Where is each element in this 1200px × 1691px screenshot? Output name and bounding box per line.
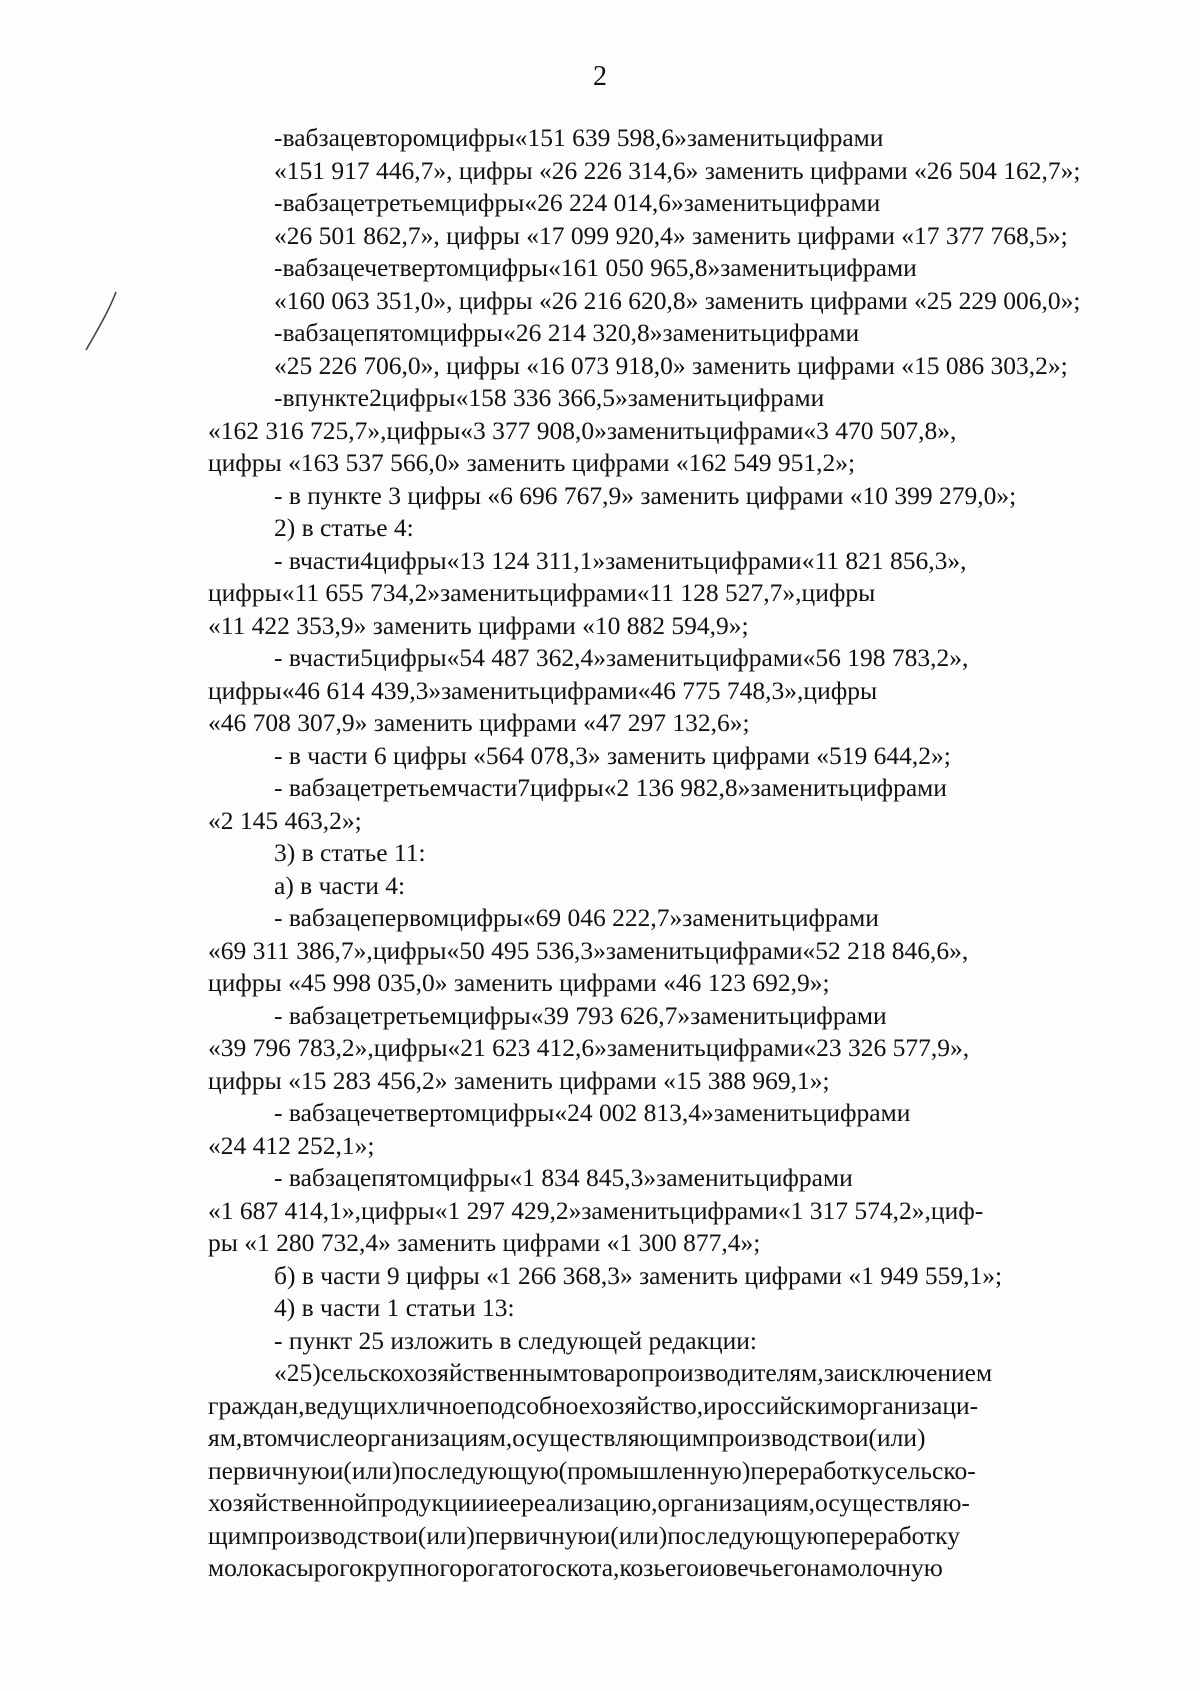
text-line: [208, 1097, 1118, 1130]
text-line: [208, 1520, 1118, 1553]
word: цифры: [208, 578, 282, 607]
text-line: а) в части 4:: [274, 870, 406, 900]
word: «24 002 813,4»: [554, 1098, 714, 1127]
word: товаропроизводителям,: [568, 1358, 824, 1387]
word: в: [282, 188, 295, 217]
word: цифрами: [726, 383, 825, 412]
word: абзаце: [300, 1098, 371, 1127]
word: цифрами: [785, 123, 884, 152]
word: на: [806, 1553, 832, 1582]
word: цифры: [480, 1098, 555, 1127]
text-line: [208, 415, 1118, 448]
text-line: [208, 1455, 1118, 1488]
paragraph: [208, 1162, 1118, 1260]
word: «50 495 536,3»: [446, 935, 606, 965]
paragraph: [208, 512, 1118, 545]
word: заменить: [606, 643, 705, 672]
word: организаци-: [846, 1390, 979, 1420]
word: «2 136 982,8»: [603, 773, 751, 802]
word: «52 218 846,6»,: [802, 935, 969, 965]
word: 4: [360, 545, 373, 575]
word: «1 687 414,1»,: [208, 1195, 361, 1225]
word: цифры: [435, 1163, 510, 1192]
text-line: «24 412 252,1»;: [208, 1130, 375, 1160]
word: цифры: [801, 578, 876, 607]
text-line: [208, 902, 1118, 935]
word: и: [404, 1520, 418, 1550]
word: щим: [208, 1520, 258, 1550]
word: цифрами: [705, 415, 804, 445]
word: числе: [292, 1423, 355, 1452]
paragraph: [208, 187, 1118, 252]
text-line: «151 917 446,7», цифры «26 226 314,6» заменить цифрами «26 504 162,7»;: [274, 155, 1081, 185]
text-line: - в части 6 цифры «564 078,3» заменить цифрами «519 644,2»;: [274, 740, 951, 770]
word: абзаце: [300, 773, 372, 802]
word: и: [329, 1455, 344, 1485]
word: организациям,: [354, 1423, 513, 1452]
word: осуществляю-: [815, 1488, 970, 1517]
paragraph: [208, 252, 1118, 317]
word: ям,: [208, 1423, 243, 1452]
word: цифрами: [819, 253, 917, 282]
word: граждан,: [208, 1390, 305, 1420]
word: (промышленную): [558, 1455, 751, 1485]
word: «25): [274, 1358, 321, 1387]
word: - в: [274, 545, 300, 575]
text-line: ры «1 280 732,4» заменить цифрами «1 300 877,4»;: [208, 1228, 761, 1257]
word: «162 316 725,7»,: [208, 415, 387, 445]
word: цифры: [372, 643, 447, 672]
word: цифры: [530, 773, 604, 802]
word: абзаце: [300, 1163, 372, 1192]
word: овечьего: [712, 1553, 807, 1582]
word: сырого: [285, 1553, 362, 1582]
word: «26 224 014,6»: [524, 188, 684, 217]
paragraph: [208, 317, 1118, 382]
word: заменить: [750, 773, 850, 802]
word: и: [698, 1553, 713, 1582]
word: рогатого: [462, 1553, 556, 1582]
text-line: [208, 1552, 1118, 1585]
word: цифры: [457, 1000, 531, 1030]
text-line: [208, 1195, 1118, 1228]
text-line: [208, 317, 1118, 350]
text-line: б) в части 9 цифры «1 266 368,3» заменить цифрами «1 949 559,1»;: [274, 1260, 1003, 1290]
word: - в: [274, 1163, 301, 1192]
word: абзаце: [300, 1000, 372, 1030]
word: за: [823, 1358, 846, 1387]
word: -: [274, 318, 283, 347]
word: цифрами: [540, 675, 638, 705]
word: осуществляющим: [512, 1423, 709, 1452]
paragraph: [208, 545, 1118, 643]
word: «1 317 574,2»,: [777, 1195, 931, 1225]
word: заменить: [605, 545, 705, 575]
word: в: [282, 253, 295, 282]
word: и: [854, 1423, 869, 1452]
word: молочную: [831, 1553, 943, 1582]
word: «46 614 439,3»: [281, 675, 442, 705]
word: абзаце: [294, 123, 365, 152]
word: цифрами: [704, 545, 802, 575]
text-line: «25 226 706,0», цифры «16 073 918,0» заменить цифрами «15 086 303,2»;: [274, 350, 1068, 380]
word: «3 470 507,8»,: [803, 415, 957, 445]
paragraph: [208, 1000, 1118, 1098]
word: - в: [274, 1098, 301, 1127]
word: третьем: [371, 1000, 457, 1030]
word: в: [242, 1423, 254, 1452]
word: «54 487 362,4»: [446, 643, 607, 672]
text-line: «160 063 351,0», цифры «26 216 620,8» заменить цифрами «25 229 006,0»;: [274, 285, 1081, 315]
word: сельско-: [884, 1455, 976, 1485]
text-line: цифры «163 537 566,0» заменить цифрами «162 549 951,2»;: [208, 448, 856, 477]
word: заменить: [606, 415, 706, 445]
word: цифрами: [782, 188, 881, 217]
text-line: [208, 252, 1118, 285]
word: цифры: [208, 675, 282, 705]
word: сельскохозяйственным: [320, 1358, 569, 1387]
margin-pen-mark: [82, 290, 122, 354]
word: организациям,: [657, 1488, 816, 1517]
text-line: [208, 935, 1118, 968]
word: части: [457, 773, 518, 802]
word: 7: [517, 773, 531, 802]
word: цифрами: [704, 935, 803, 965]
text-line: «2 145 463,2»;: [208, 805, 362, 835]
word: части: [299, 643, 361, 672]
word: цифрами: [789, 1000, 887, 1030]
word: «39 796 783,2»,: [208, 1033, 374, 1062]
word: «11 821 856,3»,: [801, 545, 967, 575]
word: (или): [343, 1455, 401, 1485]
word: цифрами: [812, 1098, 911, 1127]
word: заменить: [656, 1163, 756, 1192]
word: (или): [610, 1520, 668, 1550]
word: заменить: [627, 383, 727, 412]
word: третьем: [371, 773, 457, 802]
word: абзаце: [294, 318, 365, 347]
word: в: [282, 383, 295, 412]
word: и: [703, 1390, 717, 1420]
word: 2: [369, 383, 382, 412]
word: абзаце: [294, 253, 365, 282]
word: (или): [868, 1423, 926, 1452]
word: - в: [274, 773, 301, 802]
word: цифры: [381, 383, 456, 412]
word: хозяйство,: [589, 1390, 704, 1420]
word: первом: [371, 903, 450, 932]
word: реализацию,: [521, 1488, 658, 1517]
word: переработку: [750, 1455, 885, 1485]
text-line: [208, 1487, 1118, 1520]
paragraph: [208, 122, 1118, 187]
word: цифрами: [539, 578, 637, 607]
text-line: [208, 1357, 1118, 1390]
word: «11 128 527,7»,: [636, 578, 802, 607]
word: исключением: [845, 1358, 993, 1387]
word: цифрами: [761, 318, 860, 347]
word: пятом: [371, 1163, 436, 1192]
word: пятом: [364, 318, 430, 347]
word: четвертом: [370, 1098, 481, 1127]
document-body: [208, 122, 1118, 1585]
word: цифры: [372, 935, 447, 965]
text-line: [208, 382, 1118, 415]
word: заменить: [720, 253, 820, 282]
word: том: [253, 1423, 293, 1452]
paragraph: [208, 1260, 1118, 1293]
word: цифры: [372, 545, 447, 575]
word: ее: [498, 1488, 522, 1517]
word: цифры: [373, 1033, 448, 1062]
word: «23 326 577,9»,: [803, 1033, 970, 1062]
paragraph: [208, 740, 1118, 773]
word: заменить: [440, 578, 540, 607]
word: третьем: [364, 188, 451, 217]
word: молока: [208, 1553, 286, 1582]
word: «1 297 429,2»: [434, 1195, 582, 1225]
text-line: [208, 1422, 1118, 1455]
word: последующую: [667, 1520, 826, 1550]
word: цифрами: [849, 773, 947, 802]
text-line: «26 501 862,7», цифры «17 099 920,4» заменить цифрами «17 377 768,5»;: [274, 220, 1068, 250]
word: цифры: [449, 903, 523, 932]
text-line: - в пункте 3 цифры «6 696 767,9» заменить цифрами «10 399 279,0»;: [274, 480, 1017, 510]
text-line: [208, 1032, 1118, 1065]
paragraph: [208, 382, 1118, 480]
word: циф-: [930, 1195, 984, 1225]
text-line: [208, 187, 1118, 220]
word: абзаце: [294, 188, 365, 217]
paragraph: [208, 772, 1118, 837]
word: переработку: [825, 1520, 960, 1550]
word: первичную: [208, 1455, 330, 1485]
word: -: [274, 123, 283, 152]
word: цифры: [474, 253, 549, 282]
paragraph: [208, 870, 1118, 903]
word: цифры: [450, 188, 525, 217]
paragraph: [208, 480, 1118, 513]
word: «151 639 598,6»: [514, 123, 687, 152]
text-line: 4) в части 1 статьи 13:: [274, 1293, 515, 1322]
text-line: цифры «15 283 456,2» заменить цифрами «15 388 969,1»;: [208, 1065, 830, 1095]
word: продукции: [367, 1488, 485, 1517]
text-line: [208, 1390, 1118, 1423]
word: части: [299, 545, 361, 575]
word: в: [282, 123, 295, 152]
word: четвертом: [364, 253, 475, 282]
word: «11 655 734,2»: [281, 578, 441, 607]
word: «46 775 748,3»,: [637, 675, 804, 705]
paragraph: [208, 1292, 1118, 1325]
word: заменить: [690, 1000, 789, 1030]
word: абзаце: [300, 903, 372, 932]
paragraph: [208, 902, 1118, 1000]
text-line: [208, 545, 1118, 578]
word: цифры: [386, 415, 461, 445]
text-line: - пункт 25 изложить в следующей редакции:: [274, 1325, 757, 1355]
word: и: [484, 1488, 499, 1517]
word: российским: [716, 1390, 847, 1420]
word: «1 834 845,3»: [509, 1163, 657, 1192]
word: личное: [399, 1390, 477, 1420]
word: цифрами: [755, 1163, 853, 1192]
word: заменить: [605, 935, 705, 965]
word: цифры: [803, 675, 878, 705]
word: заменить: [581, 1195, 681, 1225]
text-line: [208, 675, 1118, 708]
word: заменить: [441, 675, 540, 705]
word: и: [596, 1520, 611, 1550]
word: заменить: [662, 318, 762, 347]
word: производство: [257, 1520, 405, 1550]
word: «69 046 222,7»: [522, 903, 683, 932]
text-line: 2) в статье 4:: [274, 513, 414, 542]
word: -: [274, 188, 283, 217]
word: цифрами: [781, 903, 879, 932]
text-line: «11 422 353,9» заменить цифрами «10 882 594,9»;: [208, 610, 749, 640]
word: «26 214 320,8»: [503, 318, 663, 347]
paragraph: [208, 1097, 1118, 1162]
text-line: [208, 1000, 1118, 1033]
word: козьего: [619, 1553, 699, 1582]
text-line: 3) в статье 11:: [274, 838, 426, 867]
word: цифрами: [680, 1195, 778, 1225]
word: 5: [360, 643, 373, 672]
word: «161 050 965,8»: [548, 253, 721, 282]
text-line: цифры «45 998 035,0» заменить цифрами «46 123 692,9»;: [208, 968, 830, 997]
word: хозяйственной: [208, 1488, 368, 1517]
paragraph: [208, 837, 1118, 870]
word: первичную: [474, 1520, 597, 1550]
word: цифры: [361, 1195, 435, 1225]
word: производство: [708, 1423, 855, 1452]
word: последующую: [400, 1455, 559, 1485]
word: заменить: [682, 903, 782, 932]
word: - в: [274, 903, 301, 932]
word: цифры: [429, 318, 504, 347]
paragraph: [208, 1325, 1118, 1358]
word: крупного: [361, 1553, 463, 1582]
word: -: [274, 253, 283, 282]
word: ведущих: [304, 1390, 400, 1420]
word: «69 311 386,7»,: [208, 935, 373, 965]
text-line: [208, 122, 1118, 155]
word: цифрами: [705, 1033, 804, 1062]
paragraph: [208, 642, 1118, 740]
word: заменить: [686, 123, 786, 152]
word: подсобное: [476, 1390, 590, 1420]
word: «158 336 366,5»: [455, 383, 628, 412]
page-number: 2: [593, 61, 607, 92]
word: втором: [364, 123, 441, 152]
word: в: [282, 318, 295, 347]
word: -: [274, 383, 283, 412]
word: заменить: [683, 188, 783, 217]
word: заменить: [606, 1033, 706, 1062]
word: цифрами: [704, 643, 803, 672]
word: скота,: [555, 1553, 620, 1582]
word: «39 793 626,7»: [530, 1000, 691, 1030]
paragraph: [208, 1357, 1118, 1585]
text-line: [208, 577, 1118, 610]
text-line: [208, 772, 1118, 805]
text-line: [208, 1162, 1118, 1195]
word: «56 198 783,2»,: [802, 643, 969, 672]
word: (или): [417, 1520, 475, 1550]
word: «3 377 908,0»: [460, 415, 607, 445]
word: заменить: [713, 1098, 813, 1127]
text-line: [208, 642, 1118, 675]
word: - в: [274, 1000, 301, 1030]
word: «13 124 311,1»: [446, 545, 606, 575]
word: пункте: [294, 383, 370, 412]
text-line: «46 708 307,9» заменить цифрами «47 297 132,6»;: [208, 708, 750, 737]
word: «21 623 412,6»: [447, 1033, 607, 1062]
word: цифры: [441, 123, 515, 152]
word: - в: [274, 643, 300, 672]
